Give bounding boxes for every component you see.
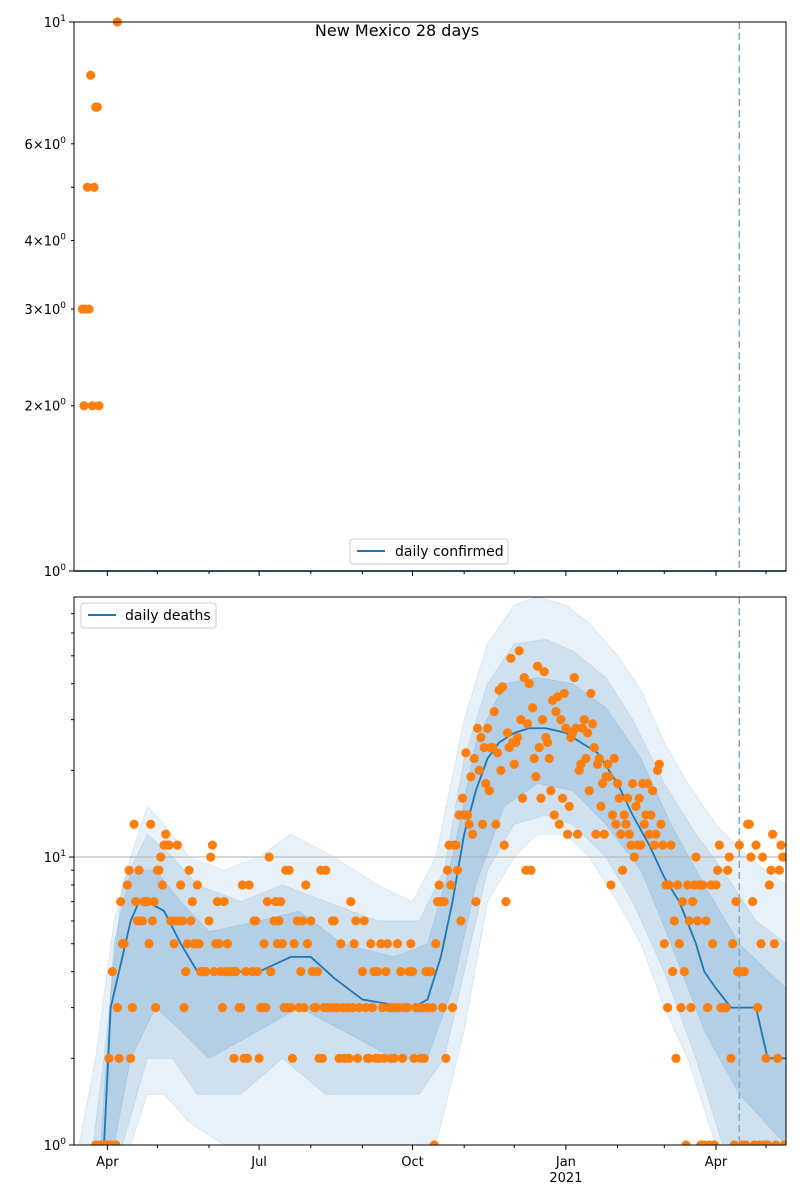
deaths-point — [655, 760, 664, 769]
deaths-point — [428, 1003, 437, 1012]
deaths-point — [616, 830, 625, 839]
deaths-point — [351, 916, 360, 925]
y-tick-label: $4\times 10^0$ — [24, 232, 66, 250]
deaths-point — [711, 880, 720, 889]
deaths-point — [606, 880, 615, 889]
deaths-point — [751, 841, 760, 850]
deaths-point — [485, 786, 494, 795]
y-tick-label: $2\times 10^0$ — [24, 397, 66, 415]
deaths-point — [396, 967, 405, 976]
chart-title: New Mexico 28 days — [314, 21, 480, 40]
deaths-point — [144, 939, 153, 948]
deaths-point — [613, 779, 622, 788]
deaths-point — [350, 939, 359, 948]
deaths-point — [761, 1054, 770, 1063]
deaths-point — [276, 897, 285, 906]
deaths-point — [721, 1003, 730, 1012]
deaths-point — [403, 1003, 412, 1012]
deaths-point — [330, 916, 339, 925]
deaths-point — [181, 967, 190, 976]
y-tick-label: $10^0$ — [43, 1137, 66, 1154]
deaths-point — [336, 939, 345, 948]
deaths-point — [158, 880, 167, 889]
deaths-point — [311, 1003, 320, 1012]
confirmed-point — [79, 401, 88, 410]
confirmed-point — [89, 183, 98, 192]
deaths-point — [648, 786, 657, 795]
deaths-point — [113, 1003, 122, 1012]
deaths-point — [501, 897, 510, 906]
deaths-point — [435, 880, 444, 889]
deaths-point — [725, 852, 734, 861]
deaths-point — [201, 967, 210, 976]
deaths-point — [770, 939, 779, 948]
deaths-point — [124, 866, 133, 875]
deaths-point — [126, 1054, 135, 1063]
deaths-point — [528, 703, 537, 712]
deaths-point — [773, 1054, 782, 1063]
deaths-point — [451, 841, 460, 850]
deaths-point — [513, 733, 522, 742]
deaths-point — [671, 1054, 680, 1063]
deaths-point — [188, 897, 197, 906]
deaths-point — [358, 967, 367, 976]
deaths-point — [573, 830, 582, 839]
deaths-point — [114, 1054, 123, 1063]
deaths-point — [470, 754, 479, 763]
deaths-point — [426, 967, 435, 976]
deaths-point — [731, 897, 740, 906]
deaths-point — [660, 939, 669, 948]
deaths-point — [223, 939, 232, 948]
deaths-point — [476, 733, 485, 742]
x-tick-label: Apr — [704, 1155, 728, 1170]
x-tick-label: Jul — [251, 1155, 267, 1170]
confirmed-legend-label: daily confirmed — [395, 544, 504, 560]
deaths-point — [116, 897, 125, 906]
deaths-point — [461, 748, 470, 757]
deaths-point — [300, 1003, 309, 1012]
deaths-point — [134, 866, 143, 875]
deaths-point — [176, 880, 185, 889]
deaths-point — [740, 967, 749, 976]
deaths-point — [278, 939, 287, 948]
deaths-point — [623, 794, 632, 803]
deaths-point — [408, 967, 417, 976]
deaths-point — [193, 880, 202, 889]
deaths-point — [456, 916, 465, 925]
deaths-point — [393, 939, 402, 948]
deaths-point — [615, 794, 624, 803]
deaths-point — [206, 852, 215, 861]
deaths-point — [285, 866, 294, 875]
deaths-point — [611, 820, 620, 829]
deaths-point — [550, 810, 559, 819]
deaths-point — [346, 897, 355, 906]
deaths-point — [296, 967, 305, 976]
deaths-point — [610, 754, 619, 763]
deaths-point — [766, 866, 775, 875]
deaths-point — [381, 967, 390, 976]
deaths-point — [583, 728, 592, 737]
deaths-point — [630, 852, 639, 861]
deaths-point — [253, 967, 262, 976]
deaths-point — [194, 939, 203, 948]
deaths-point — [756, 939, 765, 948]
deaths-point — [204, 916, 213, 925]
deaths-point — [438, 1003, 447, 1012]
deaths-point — [590, 743, 599, 752]
deaths-point — [523, 719, 532, 728]
deaths-point — [353, 1054, 362, 1063]
deaths-point — [500, 841, 509, 850]
deaths-point — [440, 897, 449, 906]
deaths-point — [746, 852, 755, 861]
deaths-point — [306, 916, 315, 925]
deaths-point — [758, 852, 767, 861]
deaths-point — [214, 939, 223, 948]
deaths-point — [368, 1003, 377, 1012]
deaths-point — [640, 820, 649, 829]
deaths-point — [254, 1054, 263, 1063]
deaths-point — [243, 1054, 252, 1063]
deaths-point — [588, 719, 597, 728]
deaths-point — [493, 748, 502, 757]
deaths-point — [545, 754, 554, 763]
deaths-point — [685, 916, 694, 925]
deaths-point — [303, 939, 312, 948]
deaths-point — [675, 939, 684, 948]
deaths-point — [298, 916, 307, 925]
deaths-point — [186, 916, 195, 925]
deaths-point — [605, 772, 614, 781]
deaths-point — [471, 897, 480, 906]
deaths-point — [560, 689, 569, 698]
deaths-point — [491, 820, 500, 829]
deaths-point — [138, 916, 147, 925]
deaths-point — [656, 820, 665, 829]
x-tick-year-label: 2021 — [549, 1171, 583, 1186]
deaths-point — [688, 897, 697, 906]
deaths-point — [735, 841, 744, 850]
deaths-point — [231, 967, 240, 976]
deaths-panel — [44, 597, 791, 1200]
confirmed-y-axis — [25, 14, 74, 580]
deaths-point — [753, 1003, 762, 1012]
deaths-point — [261, 1003, 270, 1012]
deaths-point — [586, 689, 595, 698]
deaths-point — [151, 1003, 160, 1012]
deaths-point — [473, 724, 482, 733]
deaths-point — [208, 841, 217, 850]
y-tick-label: $10^1$ — [43, 14, 66, 31]
deaths-point — [580, 715, 589, 724]
deaths-point — [635, 794, 644, 803]
deaths-point — [441, 1054, 450, 1063]
deaths-point — [663, 1003, 672, 1012]
deaths-point — [154, 866, 163, 875]
deaths-point — [715, 841, 724, 850]
deaths-point — [466, 772, 475, 781]
deaths-point — [373, 967, 382, 976]
y-tick-label: $10^0$ — [43, 563, 66, 580]
deaths-point — [776, 841, 785, 850]
deaths-point — [686, 1003, 695, 1012]
deaths-point — [708, 939, 717, 948]
deaths-point — [148, 916, 157, 925]
deaths-point — [628, 779, 637, 788]
deaths-point — [406, 939, 415, 948]
deaths-point — [383, 939, 392, 948]
deaths-point — [546, 786, 555, 795]
deaths-point — [173, 841, 182, 850]
deaths-x-axis — [96, 1145, 766, 1186]
deaths-point — [431, 939, 440, 948]
deaths-point — [726, 1054, 735, 1063]
deaths-point — [149, 897, 158, 906]
deaths-point — [156, 852, 165, 861]
deaths-legend-label: daily deaths — [125, 608, 211, 624]
deaths-point — [360, 916, 369, 925]
deaths-point — [698, 880, 707, 889]
deaths-point — [496, 766, 505, 775]
deaths-point — [179, 1003, 188, 1012]
deaths-point — [673, 880, 682, 889]
deaths-point — [251, 916, 260, 925]
deaths-point — [535, 743, 544, 752]
confirmed-panel — [25, 14, 786, 580]
deaths-point — [510, 760, 519, 769]
deaths-point — [420, 1054, 429, 1063]
deaths-point — [264, 852, 273, 861]
x-tick-label: Jan — [555, 1155, 576, 1170]
confirmed-point — [93, 102, 102, 111]
deaths-point — [536, 794, 545, 803]
deaths-point — [570, 673, 579, 682]
deaths-point — [503, 728, 512, 737]
deaths-point — [581, 754, 590, 763]
deaths-point — [745, 820, 754, 829]
deaths-point — [558, 794, 567, 803]
deaths-point — [646, 810, 655, 819]
deaths-point — [530, 754, 539, 763]
deaths-point — [453, 866, 462, 875]
deaths-point — [161, 830, 170, 839]
deaths-point — [475, 766, 484, 775]
deaths-point — [651, 830, 660, 839]
deaths-point — [465, 820, 474, 829]
deaths-point — [600, 830, 609, 839]
deaths-point — [146, 820, 155, 829]
deaths-point — [483, 724, 492, 733]
deaths-point — [468, 830, 477, 839]
deaths-point — [556, 715, 565, 724]
deaths-point — [119, 939, 128, 948]
deaths-point — [723, 866, 732, 875]
deaths-point — [676, 1003, 685, 1012]
deaths-point — [680, 967, 689, 976]
deaths-point — [563, 830, 572, 839]
deaths-point — [478, 820, 487, 829]
deaths-point — [595, 754, 604, 763]
deaths-point — [463, 810, 472, 819]
deaths-legend — [81, 603, 216, 628]
deaths-point — [531, 772, 540, 781]
deaths-point — [263, 897, 272, 906]
deaths-point — [596, 802, 605, 811]
deaths-point — [768, 830, 777, 839]
deaths-point — [169, 939, 178, 948]
deaths-point — [591, 830, 600, 839]
x-tick-label: Apr — [96, 1155, 119, 1170]
deaths-point — [446, 880, 455, 889]
deaths-point — [518, 794, 527, 803]
deaths-point — [565, 802, 574, 811]
deaths-point — [625, 830, 634, 839]
deaths-point — [164, 841, 173, 850]
deaths-point — [608, 810, 617, 819]
deaths-point — [621, 820, 630, 829]
deaths-point — [219, 897, 228, 906]
deaths-point — [390, 1054, 399, 1063]
y-tick-label: $3\times 10^0$ — [24, 301, 66, 319]
deaths-point — [670, 916, 679, 925]
confirmed-legend — [350, 539, 508, 564]
deaths-point — [526, 866, 535, 875]
deaths-point — [266, 967, 275, 976]
deaths-point — [244, 880, 253, 889]
deaths-point — [515, 646, 524, 655]
deaths-point — [701, 916, 710, 925]
deaths-point — [131, 897, 140, 906]
deaths-point — [301, 880, 310, 889]
deaths-point — [448, 1003, 457, 1012]
deaths-point — [775, 866, 784, 875]
deaths-point — [123, 880, 132, 889]
deaths-point — [636, 841, 645, 850]
deaths-point — [678, 897, 687, 906]
deaths-point — [620, 810, 629, 819]
deaths-point — [178, 916, 187, 925]
deaths-point — [490, 707, 499, 716]
deaths-point — [765, 880, 774, 889]
deaths-point — [104, 1054, 113, 1063]
x-tick-label: Oct — [401, 1155, 424, 1170]
deaths-point — [538, 715, 547, 724]
deaths-point — [668, 967, 677, 976]
deaths-y-axis — [44, 614, 74, 1154]
deaths-point — [443, 866, 452, 875]
deaths-point — [184, 866, 193, 875]
deaths-point — [618, 866, 627, 875]
deaths-point — [525, 679, 534, 688]
deaths-point — [551, 707, 560, 716]
deaths-point — [650, 841, 659, 850]
deaths-point — [288, 1054, 297, 1063]
deaths-point — [458, 794, 467, 803]
deaths-point — [631, 802, 640, 811]
y-tick-label: $6\times 10^0$ — [24, 135, 66, 153]
deaths-point — [693, 916, 702, 925]
deaths-point — [286, 1003, 295, 1012]
deaths-point — [543, 738, 552, 747]
deaths-point — [398, 1054, 407, 1063]
deaths-point — [691, 852, 700, 861]
deaths-point — [236, 1003, 245, 1012]
confirmed-point — [94, 401, 103, 410]
deaths-point — [585, 786, 594, 795]
confirmed-plot-area — [74, 22, 786, 571]
deaths-point — [290, 939, 299, 948]
deaths-point — [321, 866, 330, 875]
deaths-point — [128, 1003, 137, 1012]
deaths-point — [555, 820, 564, 829]
deaths-point — [728, 939, 737, 948]
deaths-point — [665, 880, 674, 889]
deaths-point — [129, 820, 138, 829]
deaths-point — [259, 939, 268, 948]
confirmed-point — [86, 71, 95, 80]
deaths-point — [229, 1054, 238, 1063]
deaths-point — [274, 916, 283, 925]
deaths-point — [318, 1054, 327, 1063]
deaths-point — [498, 682, 507, 691]
deaths-point — [313, 967, 322, 976]
deaths-point — [703, 1003, 712, 1012]
deaths-point — [218, 1003, 227, 1012]
deaths-point — [748, 897, 757, 906]
deaths-point — [666, 841, 675, 850]
deaths-point — [108, 967, 117, 976]
confirmed-point — [84, 304, 93, 313]
deaths-point — [506, 654, 515, 663]
deaths-point — [366, 939, 375, 948]
deaths-point — [713, 866, 722, 875]
deaths-point — [658, 841, 667, 850]
deaths-point — [540, 667, 549, 676]
deaths-point — [345, 1054, 354, 1063]
y-tick-label: $10^1$ — [43, 849, 66, 867]
